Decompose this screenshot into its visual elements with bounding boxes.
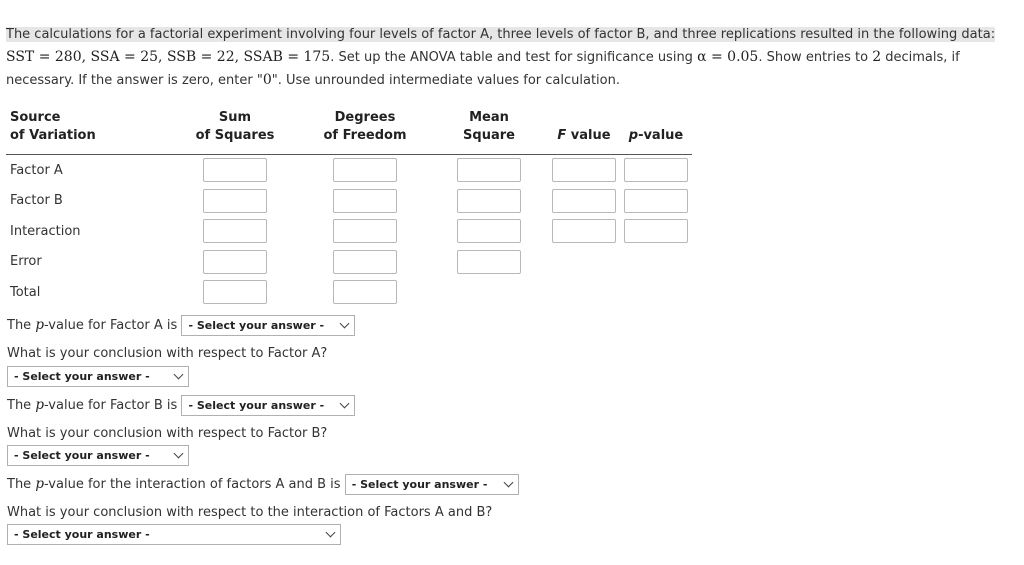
- f-interaction-input[interactable]: [552, 219, 616, 243]
- row-label: Error: [10, 254, 42, 270]
- problem-text: decimals, if: [881, 50, 960, 65]
- p-factor-a-input[interactable]: [624, 158, 688, 182]
- ss-interaction-input[interactable]: [203, 219, 267, 243]
- row-label: Interaction: [10, 223, 81, 239]
- row-interaction: [6, 216, 692, 247]
- header-ss-bottom: of Squares: [170, 128, 300, 155]
- sst-value: SST = 280: [6, 49, 82, 65]
- anova-table: [6, 106, 692, 308]
- ss-factor-a-input[interactable]: [203, 158, 267, 182]
- chevron-down-icon: [340, 399, 350, 409]
- problem-line-1: The calculations for a factorial experiment involving four levels of factor A, three levels of factor B, and three replications resulted in the following data:: [6, 27, 996, 42]
- header-ms-bottom: Square: [430, 128, 548, 155]
- ss-factor-b-input[interactable]: [203, 189, 267, 213]
- row-factor-a: [6, 155, 692, 186]
- ms-factor-a-input[interactable]: [457, 158, 521, 182]
- chevron-down-icon: [326, 528, 336, 538]
- question-p-factor-a: The p-value for Factor A is - Select your answer -: [7, 315, 355, 336]
- conclusion-b-wrap: [7, 445, 189, 466]
- ms-factor-b-input[interactable]: [457, 189, 521, 213]
- question-conclusion-b: What is your conclusion with respect to Factor B?: [7, 426, 328, 441]
- decimals-value: 2: [872, 49, 882, 65]
- row-error: [6, 247, 692, 278]
- p-factor-a-select[interactable]: - Select your answer -: [181, 315, 355, 336]
- chevron-down-icon: [174, 370, 184, 380]
- conclusion-factor-a-select[interactable]: - Select your answer -: [7, 366, 189, 387]
- p-factor-b-select[interactable]: - Select your answer -: [181, 395, 355, 416]
- conclusion-interaction-select[interactable]: - Select your answer -: [7, 524, 341, 545]
- question-conclusion-interaction: What is your conclusion with respect to the interaction of Factors A and B?: [7, 505, 493, 520]
- ms-error-input[interactable]: [457, 250, 521, 274]
- df-error-input[interactable]: [333, 250, 397, 274]
- alpha-value: α = 0.05: [697, 49, 759, 65]
- header-f-value: F value: [548, 128, 620, 155]
- ms-interaction-input[interactable]: [457, 219, 521, 243]
- header-df-bottom: of Freedom: [300, 128, 430, 155]
- header-ms-top: Mean: [469, 109, 509, 125]
- ss-error-input[interactable]: [203, 250, 267, 274]
- ssab-value: SSAB = 175: [243, 49, 331, 65]
- header-ss-top: Sum: [218, 109, 252, 125]
- problem-line-3: necessary. If the answer is zero, enter ": [6, 73, 263, 88]
- question-conclusion-a: What is your conclusion with respect to Factor A?: [7, 346, 328, 361]
- problem-text: . Set up the ANOVA table and test for significance using: [330, 50, 698, 65]
- chevron-down-icon: [174, 449, 184, 459]
- problem-text: . Show entries to: [758, 50, 873, 65]
- ss-total-input[interactable]: [203, 280, 267, 304]
- row-label: Factor B: [10, 193, 63, 209]
- chevron-down-icon: [503, 478, 513, 488]
- df-total-input[interactable]: [333, 280, 397, 304]
- row-factor-b: [6, 186, 692, 217]
- p-factor-b-input[interactable]: [624, 189, 688, 213]
- p-interaction-select[interactable]: - Select your answer -: [345, 474, 519, 495]
- p-interaction-input[interactable]: [624, 219, 688, 243]
- df-factor-a-input[interactable]: [333, 158, 397, 182]
- zero-value: 0: [262, 72, 272, 88]
- header-p-value: p-value: [620, 128, 692, 155]
- f-factor-b-input[interactable]: [552, 189, 616, 213]
- chevron-down-icon: [340, 319, 350, 329]
- conclusion-factor-b-select[interactable]: - Select your answer -: [7, 445, 189, 466]
- conclusion-a-wrap: [7, 366, 189, 387]
- header-df-top: Degrees: [334, 109, 396, 125]
- problem-statement: The calculations for a factorial experiment involving four levels of factor A, three levels of factor B, and three replications resulted in the following data: SST = 280, SSA = 25, SSB = 22, SSAB = 175. Set up the ANOVA table and test for significance using α = 0.05. Show entries to 2 decimals, if necessary. If the answer is zero, enter "0". Use unrounded intermediate values for calculation.: [6, 27, 996, 88]
- ssb-value: SSB = 22: [166, 49, 235, 65]
- question-p-interaction: The p-value for the interaction of factors A and B is - Select your answer -: [7, 474, 519, 495]
- f-factor-a-input[interactable]: [552, 158, 616, 182]
- row-label: Factor A: [10, 162, 63, 178]
- row-total: [6, 277, 692, 308]
- ssa-value: SSA = 25: [90, 49, 159, 65]
- conclusion-interaction-wrap: [7, 524, 341, 545]
- row-label: Total: [10, 284, 41, 300]
- header-source-top: Source: [10, 109, 61, 125]
- header-source-bottom: of Variation: [6, 128, 170, 155]
- problem-line-3-end: ". Use unrounded intermediate values for calculation.: [271, 73, 620, 88]
- df-factor-b-input[interactable]: [333, 189, 397, 213]
- question-p-factor-b: The p-value for Factor B is - Select your answer -: [7, 395, 355, 416]
- df-interaction-input[interactable]: [333, 219, 397, 243]
